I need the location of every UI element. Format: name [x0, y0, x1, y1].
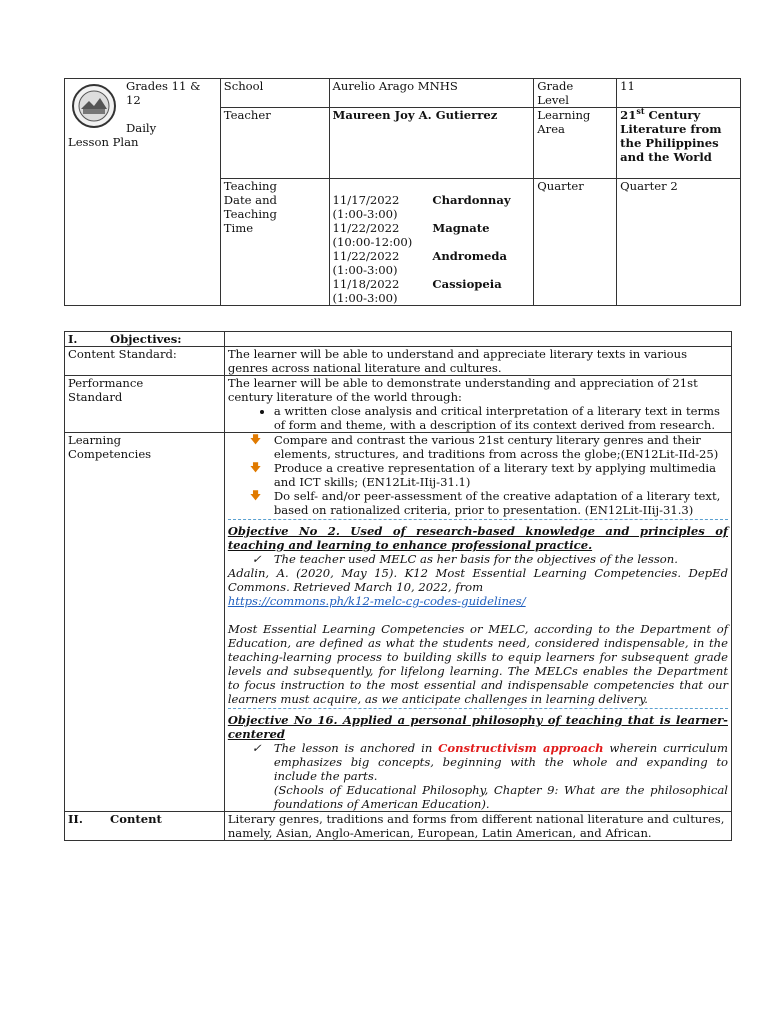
competencies-label-line1: Learning: [68, 433, 122, 447]
teaching-label-line4: Time: [223, 221, 254, 235]
learning-area-label-line2: Area: [537, 122, 565, 136]
schedule-time: (1:00-3:00): [332, 207, 398, 221]
grades-line-2: 12: [126, 93, 141, 107]
schedule-date: 11/22/2022: [332, 221, 400, 235]
performance-label-line1: Performance: [68, 376, 144, 390]
objective-16-check-post: wherein curriculum emphasizes big concepts, beginning with the whole and expanding to include the parts.: [273, 741, 728, 783]
objective-16-checklist: [228, 741, 728, 811]
schedule-section: Cassiopeia: [432, 277, 502, 291]
performance-standard-cell: [224, 376, 731, 433]
objectives-heading: [65, 332, 225, 347]
schedule-time: (1:00-3:00): [332, 291, 398, 305]
learning-area-sup: st: [636, 106, 645, 117]
dashed-divider: [228, 519, 728, 520]
grades-line-1: Grades 11 &: [126, 79, 201, 93]
teaching-label-line2: Date and: [223, 193, 277, 207]
competencies-list: [228, 433, 728, 517]
content-heading-num: II.: [68, 812, 83, 826]
learning-area-label-line1: Learning: [537, 108, 591, 122]
objective-16-check-item: [250, 741, 728, 811]
competency-item: [250, 461, 728, 489]
content-heading: [65, 812, 225, 841]
objective-2-check-item: [250, 552, 728, 566]
teaching-date-label: [220, 179, 329, 306]
objective-16-reference: (Schools of Educational Philosophy, Chapter 9: What are the philosophical foundations of American Education).: [273, 783, 728, 811]
schedule-section: Chardonnay: [432, 193, 511, 207]
lesson-plan-label: Lesson Plan: [68, 135, 139, 149]
performance-list: [228, 404, 728, 432]
learning-competencies-cell: [224, 433, 731, 812]
school-value: Aurelio Arago MNHS: [329, 79, 534, 108]
teacher-label: Teacher: [220, 108, 329, 179]
grade-level-label-line1: Grade: [537, 79, 574, 93]
competency-text: Produce a creative representation of a literary text by applying multimedia and ICT skills; (EN12Lit-IIij-31.1): [273, 461, 717, 489]
arrow-down-bullet-icon: 🡇: [249, 433, 262, 446]
schedule-list: [333, 193, 531, 305]
performance-intro: The learner will be able to demonstrate understanding and appreciation of 21st century literature of the world through:: [227, 376, 698, 404]
objective-2-check-text: The teacher used MELC as her basis for the objectives of the lesson.: [273, 552, 678, 566]
checkmark-icon: ✓: [251, 552, 262, 566]
header-table: [64, 78, 741, 306]
competency-text: Do self- and/or peer-assessment of the creative adaptation of a literary text, based on rationalized criteria, prior to presentation. (EN12Lit-IIij-31.3): [273, 489, 721, 517]
school-label: School: [220, 79, 329, 108]
competencies-label-line2: Competencies: [68, 447, 152, 461]
school-seal-logo: [71, 83, 117, 129]
schedule-section: Andromeda: [432, 249, 508, 263]
quarter-label: Quarter: [534, 179, 617, 306]
schedule-entry: [333, 277, 433, 305]
objectives-table: [64, 331, 732, 841]
constructivism-highlight: Constructivism approach: [438, 741, 604, 755]
learning-area-label: [534, 108, 617, 179]
performance-bullet: • a written close analysis and critical interpretation of a literary text in terms of form and theme, with a description of its context derived from research.: [274, 404, 728, 432]
grade-level-value: 11: [617, 79, 741, 108]
schedule-date: 11/18/2022: [332, 277, 400, 291]
objective-2-checklist: [228, 552, 728, 566]
grade-level-label-line2: Level: [537, 93, 569, 107]
arrow-down-bullet-icon: 🡇: [249, 461, 262, 474]
competency-item: [250, 489, 728, 517]
melc-paragraph: Most Essential Learning Competencies or MELC, according to the Department of Education, are defined as what the students need, considered indispensable, in the teaching-learning process to building skills to equip learners for subsequent grade levels and subsequently, for lifelong learning. The MELCs enables the Department to focus instruction to the most essential and indispensable competencies that our learners must acquire, as we anticipate challenges in learning delivery.: [227, 622, 728, 706]
grade-level-label: [534, 79, 617, 108]
objectives-heading-num: I.: [68, 332, 78, 346]
schedule-date: 11/22/2022: [332, 249, 400, 263]
schedule-date: 11/17/2022: [332, 193, 400, 207]
objective-16-title: Objective No 16. Applied a personal philosophy of teaching that is learner-centered: [227, 713, 728, 741]
dashed-divider: [228, 708, 728, 709]
quarter-value: Quarter 2: [617, 179, 741, 306]
content-text: Literary genres, traditions and forms from different national literature and cultures, namely, Asian, Anglo-American, European, Latin American, and African.: [224, 812, 731, 841]
performance-label-line2: Standard: [68, 390, 123, 404]
learning-area-num: 21: [620, 108, 637, 122]
checkmark-icon: ✓: [251, 741, 262, 755]
arrow-down-bullet-icon: 🡇: [249, 489, 262, 502]
schedule-entry: [333, 249, 433, 277]
objectives-heading-text: Objectives:: [110, 332, 182, 346]
teacher-value: Maureen Joy A. Gutierrez: [329, 108, 534, 179]
schedule-entry: [333, 193, 433, 221]
school-info-cell: [65, 79, 221, 306]
objectives-heading-empty: [224, 332, 731, 347]
objective-2-title: Objective No 2. Used of research-based knowledge and principles of teaching and learning to enhance professional practice.: [227, 524, 728, 552]
schedule-section: Magnate: [432, 221, 490, 235]
content-standard-label: Content Standard:: [65, 347, 225, 376]
learning-area-value: [617, 108, 741, 179]
performance-standard-label: [65, 376, 225, 433]
teaching-label-line3: Teaching: [223, 207, 277, 221]
competency-text: Compare and contrast the various 21st century literary genres and their elements, structures, and traditions from across the globe;(EN12Lit-IId-25): [273, 433, 719, 461]
objective-16-check-pre: The lesson is anchored in: [273, 741, 439, 755]
melc-reference-link[interactable]: https://commons.ph/k12-melc-cg-codes-guidelines/: [227, 594, 526, 608]
schedule-entry: [333, 221, 433, 249]
teaching-label-line1: Teaching: [223, 179, 277, 193]
content-heading-text: Content: [110, 812, 162, 826]
learning-area-text: Century Literature from the Philippines and the World: [620, 108, 722, 164]
schedule-cell: [329, 179, 534, 306]
daily-label: Daily: [126, 121, 157, 135]
content-standard-text: The learner will be able to understand and appreciate literary texts in various genres across national literature and cultures.: [224, 347, 731, 376]
schedule-time: (10:00-12:00): [332, 235, 413, 249]
schedule-time: (1:00-3:00): [332, 263, 398, 277]
learning-competencies-label: [65, 433, 225, 812]
competency-item: [250, 433, 728, 461]
objective-2-citation: Adalin, A. (2020, May 15). K12 Most Essential Learning Competencies. DepEd Commons. Retrieved March 10, 2022, from: [227, 566, 728, 594]
